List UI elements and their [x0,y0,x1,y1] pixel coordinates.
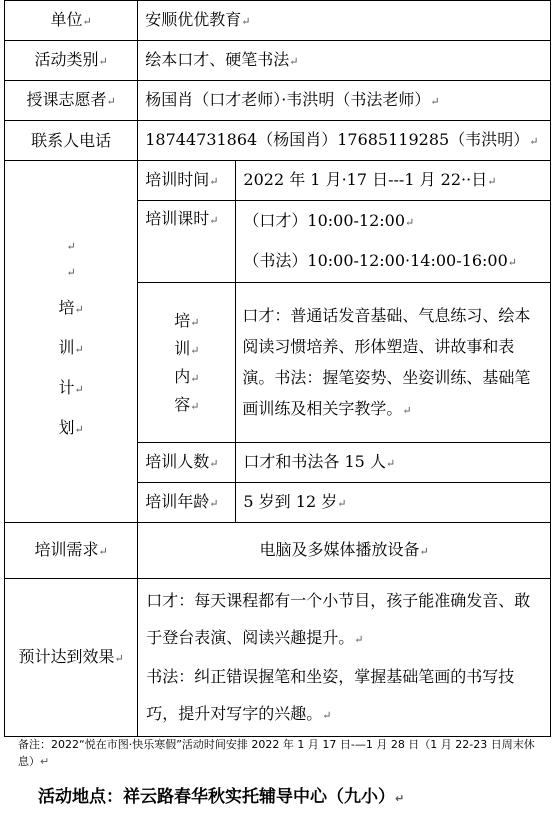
row-train-time [5,161,551,201]
train-content-label: 培↵ 训↵ 内↵ 容↵ [138,283,236,443]
venue-line: 活动地点：祥云路春华秋实托辅导中心（九小）↵ [38,787,405,807]
effect-calligraphy: 书法：纠正错误握笔和坐姿，掌握基础笔画的书写技巧，提升对写字的兴趣。↵ [146,666,515,723]
row-unit [5,1,551,41]
needs-label: 培训需求↵ [5,523,138,579]
train-people-value: 口才和书法各 15 人↵ [236,443,551,483]
row-category [5,41,551,81]
plan-char-1: 培↵ [58,297,84,317]
train-hours-line-1: （口才）10:00-12:00↵ [243,210,415,230]
category-label: 活动类别↵ [5,41,138,81]
plan-side-label: ↵ ↵ 培↵ 训↵ 计↵ 划↵ [5,161,138,523]
category-value: 绘本口才、硬笔书法↵ [138,41,551,81]
train-age-value: 5 岁到 12 岁↵ [236,483,551,523]
train-time-value: 2022 年 1 月·17 日---1 月 22··日↵ [236,161,551,201]
unit-value: 安顺优优教育↵ [138,1,551,41]
train-hours-label: 培训课时↵ [138,201,236,283]
needs-value: 电脑及多媒体播放设备↵ [138,523,551,579]
effect-label: 预计达到效果↵ [5,579,138,737]
volunteers-label: 授课志愿者↵ [5,81,138,121]
row-effect [5,579,551,737]
train-hours-value [236,201,551,283]
row-volunteers [5,81,551,121]
plan-char-2: 训↵ [58,337,84,357]
phone-value: 18744731864（杨国肖）17685119285（韦洪明）↵ [138,121,551,161]
train-hours-line-2: （书法）10:00-12:00·14:00-16:00↵ [243,250,517,270]
train-age-label: 培训年龄↵ [138,483,236,523]
row-phone [5,121,551,161]
phone-label: 联系人电话 [5,121,138,161]
train-content-value: 口才：普通话发音基础、气息练习、绘本阅读习惯培养、形体塑造、讲故事和表演。书法：握笔姿势、坐姿训练、基础笔画训练及相关字教学。↵ [236,283,551,443]
effect-value [138,579,551,737]
train-people-label: 培训人数↵ [138,443,236,483]
unit-label: 单位↵ [5,1,138,41]
plan-char-3: 计↵ [58,377,84,397]
volunteer-form-table [4,0,551,737]
remark-note: 备注：2022“悦在市图·快乐寒假”活动时间安排 2022 年 1 月 17 日-—1 月 28 日（1 月 22-23 日周末休息）↵ [18,738,535,768]
volunteers-value: 杨国肖（口才老师）·韦洪明（书法老师）↵ [138,81,551,121]
plan-char-4: 划↵ [58,417,84,437]
effect-speech: 口才：每天课程都有一个小节目，孩子能准确发音、敢于登台表演、阅读兴趣提升。↵ [146,590,531,647]
row-needs [5,523,551,579]
train-time-label: 培训时间↵ [138,161,236,201]
